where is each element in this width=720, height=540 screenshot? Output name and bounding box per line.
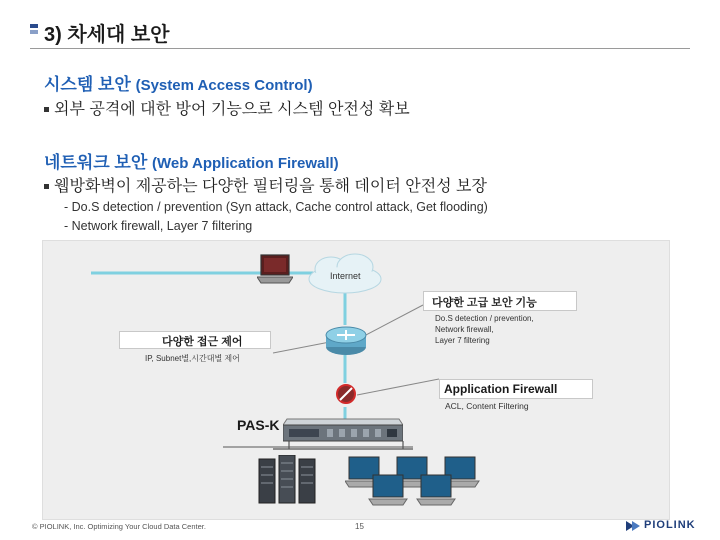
square-bullet-icon: [44, 107, 49, 112]
advanced-security-box: [423, 291, 577, 311]
section2-detail-2: - Network firewall, Layer 7 filtering: [64, 219, 253, 233]
section2-title-en: (Web Application Firewall): [152, 155, 339, 172]
access-control-box: [119, 331, 271, 349]
section1-title-en: (System Access Control): [135, 77, 313, 94]
device-label: PAS-K: [237, 417, 280, 433]
server-rack-icon: [257, 455, 319, 507]
router-icon: [325, 323, 367, 357]
waf-box: [439, 379, 593, 399]
section2-bullet: [44, 173, 487, 196]
section2-heading: [44, 148, 339, 173]
section2-title-ko: 네트워크 보안: [44, 153, 148, 172]
piolink-logo-text: PIOLINK: [644, 519, 696, 531]
advanced-detail-line-3: Layer 7 filtering: [435, 336, 490, 345]
advanced-security-details: [435, 313, 534, 346]
client-laptops-icon: [345, 455, 495, 507]
network-diagram: [42, 240, 670, 520]
advanced-detail-line-2: Network firewall,: [435, 325, 494, 334]
advanced-security-title: 다양한 고급 보안 기능: [432, 297, 537, 309]
square-bullet-icon: [44, 184, 49, 189]
section1-bullet-text: 외부 공격에 대한 방어 기능으로 시스템 안전성 확보: [54, 101, 410, 118]
section1-bullet: [44, 96, 410, 119]
waf-pointer-line: [357, 379, 439, 395]
section1-heading: [44, 70, 313, 95]
blocked-icon: [335, 383, 357, 405]
piolink-logo-mark-icon: [624, 517, 642, 535]
access-control-title: 다양한 접근 제어: [162, 336, 243, 348]
title-divider: [30, 48, 690, 49]
waf-sub: ACL, Content Filtering: [445, 401, 529, 411]
title-bullet-icon: [30, 24, 38, 40]
footer-copyright: © PIOLINK, Inc. Optimizing Your Cloud Data Center.: [32, 522, 206, 531]
pas-k-appliance-icon: [283, 417, 403, 443]
page-number: 15: [355, 522, 364, 531]
internet-label: Internet: [330, 271, 361, 281]
section2-bullet-text: 웹방화벽이 제공하는 다양한 필터링을 통해 데이터 안전성 보장: [54, 178, 487, 195]
attacker-laptop-icon: [257, 253, 293, 285]
waf-title: Application Firewall: [444, 382, 558, 396]
section1-title-ko: 시스템 보안: [44, 75, 131, 94]
advanced-detail-line-1: Do.S detection / prevention,: [435, 314, 534, 323]
section2-detail-1: - Do.S detection / prevention (Syn attack, Cache control attack, Get flooding): [64, 200, 488, 214]
page-title: 3) 차세대 보안: [44, 24, 170, 46]
access-control-sub: IP, Subnet별,시간대별 제어: [145, 354, 240, 363]
piolink-logo: [624, 516, 714, 536]
